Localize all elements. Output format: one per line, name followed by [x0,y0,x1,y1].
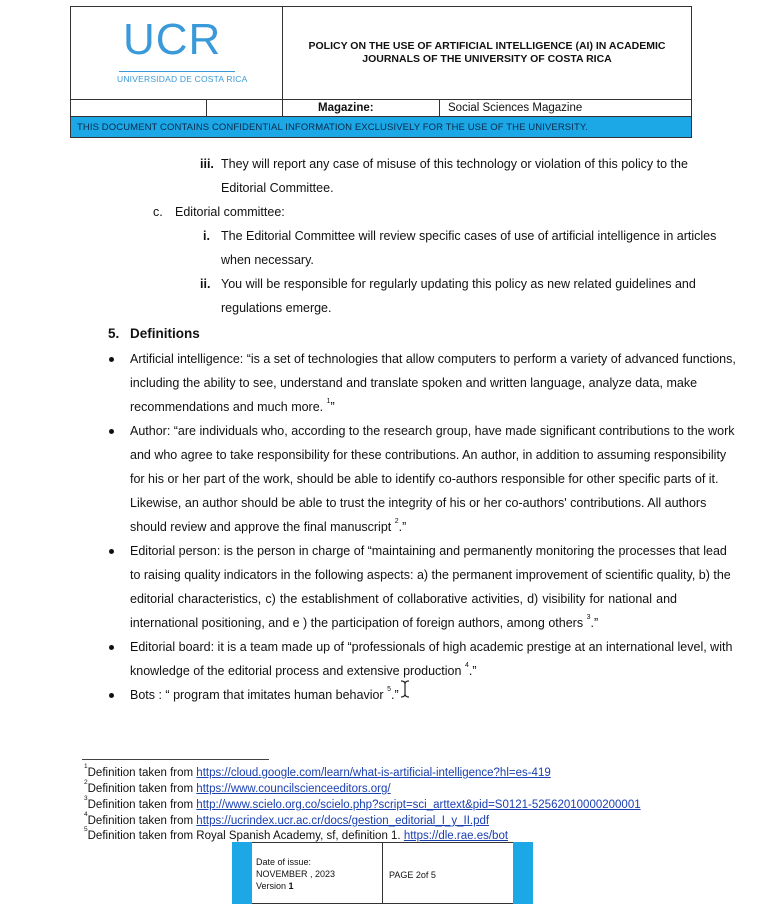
text-line: The Editorial Committee will review specific cases of use of artificial intelligence in articles [221,229,717,243]
footnote-link[interactable]: https://cloud.google.com/learn/what-is-artificial-intelligence?hl=es-419 [196,767,551,779]
text-line: when necessary. [221,253,314,267]
page-number: PAGE 2of 5 [383,842,513,904]
document-title: POLICY ON THE USE OF ARTIFICIAL INTELLIGENCE (AI) IN ACADEMIC JOURNALS OF THE UNIVERSITY OF COSTA RICA [308,40,666,65]
list-marker: iii. [200,157,214,171]
bullet-icon [109,357,114,362]
footnote: $^4$Definition taken from https://ucrindex.ucr.ac.cr/docs/gestion_editorial_I_y_II.pdf [84,811,490,827]
date-value: NOVEMBER , 2023 [256,869,336,879]
footnote: $^3$Definition taken from http://www.scielo.org.co/scielo.php?script=sci_arttext&pid=S0121-52562010000200001 [84,795,641,811]
bullet-icon [109,693,114,698]
version-value: 1 [288,881,294,891]
footnote-ref: 3 [586,614,591,621]
empty-cell [71,100,207,116]
list-marker: i. [203,229,210,243]
empty-cell [207,100,283,116]
issue-info [252,842,383,904]
section-number: 5. [108,326,120,341]
section-title: Definitions [130,326,200,341]
text-line: international positioning, and e ) the participation of foreign authors, among others $^3$.” [130,614,599,630]
text-line: editorial characteristics, c) the establishment of collaborative activities, d) visibility for national and [130,592,677,606]
footnote-ref: 5 [387,686,391,693]
text-line: Author: “are individuals who, according to the research group, have made significant contributions to the work [130,424,735,438]
footnote: $^5$Definition taken from Royal Spanish Academy, sf, definition 1. https://dle.rae.es/bot [84,826,509,842]
text-line: Likewise, an author should be able to trust the integrity of his or her co-authors' contributions. All authors [130,496,707,510]
logo-subtext: UNIVERSIDAD DE COSTA RICA [117,74,248,84]
bullet-icon [109,549,114,554]
text-line: should review and approve the final manuscript $^2$.” [130,518,407,534]
footnote-link[interactable]: http://www.scielo.org.co/scielo.php?script=sci_arttext&pid=S0121-52562010000200001 [196,799,641,811]
logo-text: UCR [123,15,222,64]
text-line: knowledge of the editorial process and extensive production $^4$.” [130,662,477,678]
version-line: Version 1 [256,881,294,891]
text-line: Editorial board: it is a team made up of “professionals of high academic prestige at an international level, with [130,640,733,654]
text-line: and who agree to take responsibility for these contributions. An author, in addition to assuming responsibility [130,448,727,462]
text-line: You will be responsible for regularly updating this policy as new related guidelines and [221,277,696,291]
bullet-icon [109,645,114,650]
logo-divider [119,71,235,72]
text-line: regulations emerge. [221,301,332,315]
text-line: Artificial intelligence: “is a set of technologies that allow computers to perform a variety of advanced functions, [130,352,736,366]
text-line: They will report any case of misuse of this technology or violation of this policy to the [221,157,688,171]
footnote-link[interactable]: https://www.councilscienceeditors.org/ [196,783,391,795]
footnote-link[interactable]: https://dle.rae.es/bot [403,830,509,842]
footnote-ref: 2 [394,518,399,525]
confidential-banner: THIS DOCUMENT CONTAINS CONFIDENTIAL INFORMATION EXCLUSIVELY FOR THE USE OF THE UNIVERSITY. [71,117,691,137]
text-cursor-icon [400,680,410,698]
footnote-ref: 1 [326,398,331,405]
text-line: Editorial person: is the person in charge of “maintaining and permanently monitoring the processes that lead [130,544,727,558]
text-line: Editorial Committee. [221,181,334,195]
page-footer [232,842,533,904]
date-label: Date of issue: [256,857,312,867]
footnote-link[interactable]: https://ucrindex.ucr.ac.cr/docs/gestion_editorial_I_y_II.pdf [196,815,490,827]
footnote-separator [82,759,269,760]
document-header [70,6,692,138]
text-line: Bots : “ program that imitates human behavior $^5$.” [130,686,399,702]
text-line: for his or her part of the work, should be able to identify co-authors responsible for other specific parts of it. [130,472,719,486]
footnote-ref: 4 [464,662,469,669]
ucr-logo [71,7,283,99]
footnote: $^1$Definition taken from https://cloud.google.com/learn/what-is-artificial-intelligence?hl=es-419 [84,763,551,779]
footer-accent [513,842,533,904]
list-marker: ii. [200,277,211,291]
bullet-icon [109,429,114,434]
list-marker: c. [153,205,163,219]
text-line: recommendations and much more. $^1$” [130,398,335,414]
footer-accent [232,842,252,904]
footnote: $^2$Definition taken from https://www.councilscienceeditors.org/ [84,779,391,795]
magazine-row [71,100,691,117]
text-line: including the ability to see, understand and translate spoken and written language, analyze data, make [130,376,698,390]
magazine-label: Magazine: [283,100,440,116]
subsection-heading: Editorial committee: [175,205,285,219]
magazine-value: Social Sciences Magazine [448,102,583,114]
text-line: to raising quality indicators in the following aspects: a) the permanent improvement of scientific quality, b) the [130,568,731,582]
